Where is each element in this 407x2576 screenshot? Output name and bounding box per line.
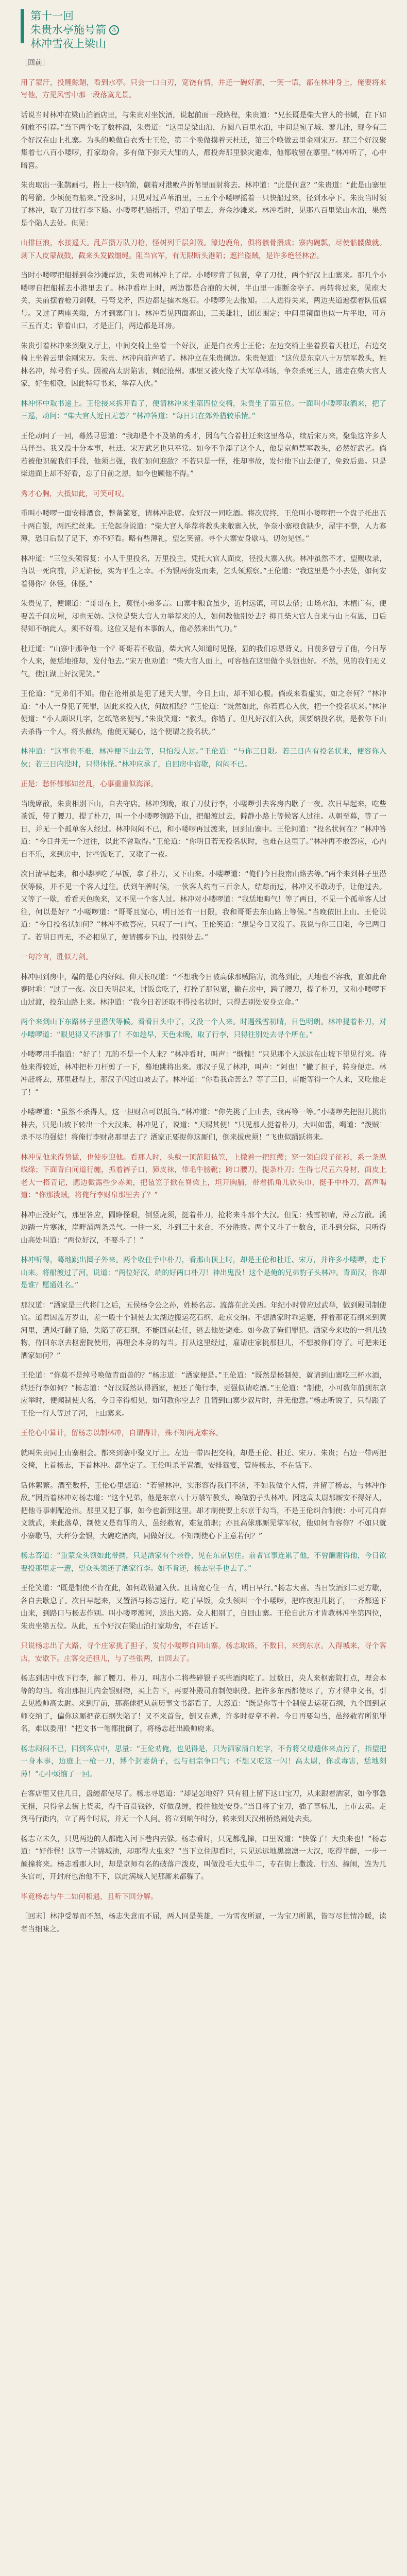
paragraph: 一句冷言，胜似刀剑。 bbox=[21, 953, 93, 961]
chapter-header bbox=[21, 9, 386, 51]
paragraph: 小喽啰用手指道：“好了！兀的不是一个人来？”林冲看时，叫声：“惭愧！”只见那个人远远在山坡下望见行来。待他来得较近，林冲把朴刀杆剪了一下，蓦地跳将出来。那汉子见了林冲，叫声：“阿也！”撇了担子，转身便走。林冲赶将去，那里赶得上，那汉子闪过山坡去了。林冲道：“你看我命苦么？等了三日，甫能等得一个人来，又吃他走了！” bbox=[21, 1050, 386, 1097]
paragraph: 次日清早起来，和小喽啰吃了早饭，拿了朴刀，又下山来。小喽啰道：“俺们今日投南山路去等。”两个来到林子里潜伏等候，并不见一个客人过往。伏到午牌时候，一伙客人约有三百余人，结踪而过，林冲又不敢动手，让他过去。又等了一歇，看看天色晚来，又不见一个客人过。林冲对小喽啰道：“我恁地晦气！等了两日，不见一个孤单客人过往，何以是好？”小喽啰道：“哥哥且宽心，明日还有一日限，我和哥哥去东山路上等候。”当晚依旧上山。王伦说道：“今日投名状如何？”林冲不敢答应，只叹了一口气。王伦笑道：“想是今日又没了。我说与你三日限，今已两日了。若明日再无，不必相见了，便请挪步下山，投别处去。” bbox=[21, 870, 386, 942]
paragraph: 当晚席散，朱贵相别下山，自去守店。林冲到晚，取了刀仗行李，小喽啰引去客房内歇了一夜。次日早起来，吃些茶饭，带了腰刀，提了朴刀，叫一个小喽啰领路下山，把船渡过去，僻静小路上等候客人过往。从朝至暮，等了一日，并无一个孤单客人经过。林冲闷闷不已，和小喽啰再过渡来，回到山寨中。王伦问道：“投名状何在？”林冲答道：“今日并无一个过往，以此不曾取得。”王伦道：“你明日若无投名状时，也难在这里了。”林冲再不敢答应，心内自不乐，来到房中，讨些饭吃了，又歇了一夜。 bbox=[21, 800, 386, 859]
paragraph: 在客店里又住几日，盘缠都使尽了。杨志寻思道：“却是怎地好？只有祖上留下这口宝刀，从来跟着洒家，如今事急无措，只得拿去街上货卖，得千百贯钱钞，好做盘缠，投往他处安身。”当日将了宝刀，插了草标儿，上市去卖。走到马行街内，立了两个时辰，并无一个人问。将立到晌午时分，转来到天汉州桥热闹处去卖。 bbox=[21, 1790, 386, 1823]
paragraph: 两个来到山下东路林子里潜伏等候。看看日头中了，又没一个人来。时遇残雪初晴，日色明朗。林冲提着朴刀，对小喽啰道：“眼见得又不济事了！不如趁早，天色未晚，取了行李，只得往别处去寻个所在。” bbox=[21, 1018, 386, 1039]
paragraph: 林冲道：“三位头领容复：小人千里投名，万里投主，凭托大官人面皮，径投大寨入伙。林冲虽然不才，望赐收录，当以一死向前，并无谄佞，实为平生之幸。不为银两赍发而来，乞头领照察。”王伦道：“我这里是个小去处，如何安着得你？休怪，休怪。” bbox=[21, 554, 386, 588]
paragraph: 小喽啰道：“虽然不杀得人，这一担财帛可以抵当。”林冲道：“你先挑了上山去，我再等一等。”小喽啰先把担儿挑出林去，只见山坡下转出一个大汉来。林冲见了，说道：“天赐其便！”只见那人挺着朴刀，大叫如雷，喝道：“泼贼！杀不尽的强徒！将俺行李财帛那里去了？洒家正要捉你这厮们，倒来拔虎须！”飞也似踊跃将来。 bbox=[21, 1108, 386, 1142]
chapter-title-text1: 朱贵水亭施号箭 bbox=[30, 24, 106, 36]
chapter-body bbox=[21, 57, 386, 1943]
paragraph: 重叫小喽啰一面安排酒食，整备筵宴，请林冲赴席。众好汉一同吃酒。将次席终，王伦叫小喽啰把一个盘子托出五十两白银，两匹纻丝来。王伦起身说道：“柴大官人举荐将教头来敝寨入伙，争奈小寨粮食缺少，屋宇不整，人力寡薄，恐日后误了足下，亦不好看。略有些薄礼，望乞笑留。寻个大寨安身歇马，切勿见怪。” bbox=[21, 510, 386, 543]
paragraph: 林冲道：“这事也不难，林冲便下山去等，只怕没人过。”王伦道：“与你三日限。若三日内有投名状来，便容你入伙；若三日内没时，只得休怪。”林冲应承了，自回房中宿歇，闷闷不已。 bbox=[21, 748, 386, 769]
paragraph: 杨志答道：“重蒙众头领如此带携，只是洒家有个亲眷，见在东京居住。前者官事连累了他，不曾酬谢得他，今日欲要投那里走一遭，望众头领还了洒家行李。如不肯还，杨志空手也去了。” bbox=[21, 1552, 386, 1573]
paragraph: ［回前］ bbox=[21, 59, 49, 67]
paragraph: 那汉道：“洒家是三代将门之后，五侯杨令公之孙，姓杨名志。流落在此关西。年纪小时曾应过武举，做到殿司制使官。道君因盖万岁山，差一般十个制使去太湖边搬运花石纲，赴京交纳。不想洒家时乖运蹇，押着那花石纲来到黄河里，遭风打翻了船，失陷了花石纲，不能回京赴任，逃去他处避难。如今赦了俺们罪犯。洒家今来收的一担儿钱物，待回东京去枢密院使用，再理会本身的勾当。打从这里经过，雇请庄家挑那担儿，不想被你们夺了。可把来还洒家如何？” bbox=[21, 1301, 386, 1360]
title-block bbox=[30, 9, 119, 51]
paragraph: 林冲回到房中，端的是心内好闷。仰天长叹道：“不想我今日被高俅那贼陷害，流落到此，天地也不容我，直如此命蹇时乖！”过了一夜。次日天明起来，讨饭食吃了，打拴了那包裹，撇在房中，跨了腰刀，提了朴刀，又和小喽啰下山过渡，投东山路上来。林冲道：“我今日若还取不得投名状时，只得去别处安身立命。” bbox=[21, 973, 386, 1007]
paragraph: ［回末］林冲受辱而不怒，杨志失意而不屈，两人同是英雄，一为雪夜所逼，一为宝刀所累，皆写尽世情冷暖，读者当细味之。 bbox=[21, 1912, 386, 1934]
paragraph: 杨志立未久，只见两边的人都跑入河下巷内去躲。杨志看时，只见都乱撺，口里说道：“快躲了！大虫来也！”杨志道：“好作怪！这等一片锦城池，却那得大虫来？”当下立住脚看时，只见远远地黑凛凛一大汉，吃得半醉，一步一颠撞将来。杨志看那人时，却是京师有名的破落户泼皮，叫做没毛大虫牛二，专在街上撒泼、行凶、撞闹，连为几头官司，开封府也治他不下，以此满城人见那厮来都躲了。 bbox=[21, 1835, 386, 1881]
paragraph: 王伦道：“兄弟们不知。他在沧州虽是犯了迷天大罪，今日上山，却不知心腹。倘或来看虚实，如之奈何？”林冲道：“小人一身犯了死罪，因此来投入伙，何故相疑？”王伦道：“既然如此，你若真心入伙，把一个投名状来。”林冲便道：“小人颇识几字，乞纸笔来便写。”朱贵笑道：“教头，你错了。但凡好汉们入伙，须要纳投名状，是教你下山去杀得一个人，将头献纳，他便无疑心，这个便谓之投名状。” bbox=[21, 690, 386, 736]
paragraph: 话说当时林冲在梁山泊酒店里，与朱贵对坐饮酒，说起前面一段路程，朱贵道：“兄长既是柴大官人的书缄，在下如何敢不引荐。”当下两个吃了数杯酒，朱贵道：“这里是梁山泊，方圆八百里水泊，中间是宛子城、蓼儿洼，现今有三个好汉在山上扎寨。为头的唤做白衣秀士王伦，第二个唤做摸着天杜迁，第三个唤做云里金刚宋万。那三个好汉聚集着七八百小喽啰，打家劫舍。多有做下弥天大罪的人，都投奔那里躲灾避难，他都收留在寨里。”林冲听了，心中暗喜。 bbox=[21, 111, 386, 170]
anchor-icon[interactable]: ⚓ bbox=[109, 25, 119, 35]
paragraph: 话休絮繁。酒至数杯，王伦心里想道：“若留林冲，实形容得我们不济，不如我做个人情，并留了杨志，与林冲作敌。”因指着林冲对杨志道：“这个兄弟，他是东京八十万禁军教头，唤做豹子头林冲。因这高太尉那厮安不得好人，把他寻事刺配沧州。那里又犯了事，如今也新到这里。却才制使要上东京干勾当，不是王伦纠合制使：小可兀自弃文就武，来此落草，制使又是有罪的人，虽经赦宥，难复前职；亦且高俅那厮见掌军权，他如何肯容你？不如只就小寨歇马，大秤分金银，大碗吃酒肉，同做好汉。不知制使心下主意若何？” bbox=[21, 1481, 386, 1540]
paragraph: 当时小喽啰把船摇到金沙滩岸边，朱贵同林冲上了岸。小喽啰背了包裹，拿了刀仗，两个好汉上山寨来。那几个小喽啰自把船摇去小港里去了。林冲看岸上时，两边都是合抱的大树，半山里一座断金亭子。再转将过来，见座大关，关前摆着枪刀剑戟，弓弩戈矛，四边都是擂木炮石。小喽啰先去报知。二人进得关来，两边夹道遍摆着队伍旗号。又过了两座关隘，方才到寨门口。林冲看见四面高山，三关雄壮，团团围定；中间里镜面也似一片平地，可方三五百丈；靠着山口，才是正门，两边都是耳房。 bbox=[21, 272, 386, 330]
paragraph: 王伦动问了一回，蓦然寻思道：“我却是个不及第的秀才，因鸟气合着杜迁来这里落草，续后宋万来，聚集这许多人马伴当。我又没十分本事，杜迁、宋万武艺也只平常。如今不争添了这个人，他是京师禁军教头，必然好武艺。倘若被他识破我们手段，他须占强，我们如何迎敌？不若只是一怪，推却事故，发付他下山去便了，免致后患。只是柴进面上却不好看，忘了日前之恩，如今也顾他不得。” bbox=[21, 432, 386, 478]
chapter-title-line1 bbox=[30, 23, 119, 37]
paragraph: 杨志闷闷不已，回到客店中，思量：“王伦劝俺，也见得是，只为洒家清白姓字，不肯将父母遗体来点污了，指望把一身本事，边庭上一枪一刀，博个封妻荫子，也与祖宗争口气；不想又吃这一闪！高太尉，你忒毒害，恁地刻薄！”心中烦恼了一回。 bbox=[21, 1744, 386, 1778]
paragraph: 朱贵见了，便谏道：“哥哥在上，莫怪小弟多言。山寨中粮食虽少，近村远镇，可以去借；山场水泊，木植广有，便要盖千间房屋，却也无妨。这位是柴大官人力举荐来的人，如何教他别处去？抑且柴大官人自来与山上有恩，日后得知不纳此人，须不好看。这位又是有本事的人，他必然来出气力。” bbox=[21, 600, 386, 633]
paragraph: 毕竟杨志与牛二如何相遇，且听下回分解。 bbox=[21, 1892, 158, 1901]
chapter-title-line2: 林冲雪夜上梁山 bbox=[30, 38, 106, 50]
paragraph: 王伦心中算计，留杨志以制林冲，自谓得计，殊不知两虎难容。 bbox=[21, 1429, 223, 1437]
paragraph: 用了蒙汗，投鲤鲸鲳，看到水亭。只会一口白刃，宽饶有情，并还一碗好酒，一笑一语，都在林冲身上，俺要将来写他，方见风雪中那一段落寞光景。 bbox=[21, 78, 386, 99]
paragraph: 杨志到店中放下行李，解了腰刀、朴刀，叫店小二将些碎银子买些酒肉吃了。过数日，央人来枢密院打点，理会本等的勾当。将出那担儿内金银财物，买上告下，再要补殿司府制使职役。把许多东西都使尽了，方才得申文书，引去见殿帅高太尉。来到厅前，那高俅把从前历事文书都看了，大怒道：“既是你等十个制使去运花石纲，九个回到京师交纳了，偏你这厮把花石纲失陷了！又不来首告，倒又在逃，许多时捉拿不着。今日再要勾当，虽经赦宥所犯罪名，难以委用！”把文书一笔都批倒了，将杨志赶出殿帅府来。 bbox=[21, 1674, 386, 1733]
paragraph: 王伦道：“你莫不是绰号唤做青面兽的？”杨志道：“洒家便是。”王伦道：“既然是杨制使，就请到山寨吃三杯水酒，纳还行李如何？”杨志道：“好汉既然认得洒家，便还了俺行李，更强似请吃酒。”王伦道：“制使，小可数年前到东京应举时，便闻制使大名，今日幸得相见，如何教你空去？且请到山寨少叙片时，并无他意。”杨志听说了，只得跟了王伦一行人等过了河，上山寨来。 bbox=[21, 1371, 386, 1418]
paragraph: 朱贵引着林冲来到聚义厅上，中间交椅上坐着一个好汉，正是白衣秀士王伦；左边交椅上坐着摸着天杜迁，右边交椅上坐着云里金刚宋万。朱贵、林冲向前声喏了。林冲立在朱贵侧边。朱贵便道：“这位是东京八十万禁军教头，姓林名冲，绰号豹子头。因被高太尉陷害，刺配沧州。那里又被火烧了大军草料场，争奈杀死三人，逃走在柴大官人家，好生相敬，因此特写书来，举荐入伙。” bbox=[21, 342, 386, 388]
paragraph: 林冲听得，蓦地跳出圈子外来。两个收住手中朴刀，看那山顶上时，却是王伦和杜迁、宋万，并许多小喽啰，走下山来。将船渡过了河，说道：“两位好汉，端的好两口朴刀！神出鬼没！这个是俺的兄弟豹子头林冲。青面汉，你却是谁？愿通姓名。” bbox=[21, 1256, 386, 1290]
paragraph: 正是：愁怀郁郁如丝乱，心事重重似海深。 bbox=[21, 780, 158, 788]
paragraph: 朱贵取出一张鹊画弓，搭上一枝响箭，觑着对港败芦折苇里面射将去。林冲道：“此是何意？”朱贵道：“此是山寨里的号箭。少顷便有船来。”没多时，只见对过芦苇泊里，三五个小喽啰摇着一只快船过来，径到水亭下。朱贵当时领了林冲，取了刀仗行李下船。小喽啰把船摇开，望泊子里去，奔金沙滩来。林冲看时，见那八百里梁山水泊，果然是个陷人去处。但见： bbox=[21, 181, 386, 228]
paragraph: 就叫朱贵同上山寨相会。都来到寨中聚义厅上。左边一带四把交椅，却是王伦、杜迁、宋万、朱贵；右边一带两把交椅，上首杨志，下首林冲。都坐定了。王伦叫杀羊置酒，安排筵宴，管待杨志，不在话下。 bbox=[21, 1449, 386, 1470]
paragraph: 秀才心胸，大抵如此，可笑可叹。 bbox=[21, 489, 129, 498]
paragraph: 山排巨浪，水接遥天。乱芦攒万队刀枪，怪树列千层剑戟。濠边鹿角，俱将骸骨攒成；寨内碗瓢，尽使骷髅做就。剥下人皮蒙战鼓，截来头发做缰绳。阻当官军，有无限断头港陌；遮拦盗贼，是许多绝径林峦。 bbox=[21, 239, 386, 260]
paragraph: 杜迁道：“山寨中那争他一个？哥哥若不收留，柴大官人知道时见怪，显的我们忘恩背义。日前多曾亏了他，今日荐个人来，便恁地推却，发付他去。”宋万也劝道：“柴大官人面上，可容他在这里做个头领也好。不然，见的我们无义气，使江湖上好汉见笑。” bbox=[21, 645, 386, 679]
paragraph: 林冲怀中取书递上。王伦接来拆开看了，便请林冲来坐第四位交椅，朱贵坐了第五位。一面叫小喽啰取酒来，把了三巡，动问：“柴大官人近日无恙？”林冲答道：“每日只在郊外猎较乐情。” bbox=[21, 399, 386, 420]
paragraph: 王伦笑道：“既是制使不肯在此，如何敢勒逼入伙。且请宽心住一宵，明日早行。”杨志大喜。当日饮酒到二更方歇，各自去歇息了。次日早起来，又置酒与杨志送行。吃了早饭，众头领叫一个小喽啰，把昨夜担儿挑了，一齐都送下山来，到路口与杨志作别。叫小喽啰渡河，送出大路。众人相别了，自回山寨。王伦自此方才肯教林冲坐第四位，朱贵坐第五位。从此，五个好汉在梁山泊打家劫舍，不在话下。 bbox=[21, 1584, 386, 1631]
paragraph: 林冲正没好气，那里答应，圆睁怪眼，倒竖虎须，挺着朴刀，抢将来斗那个大汉。但见：残雪初晴，薄云方散。溪边踏一片寒冰，岸畔涌两条杀气。一往一来，斗到三十来合，不分胜败。两个又斗了十数合，正斗到分际，只听得山高处叫道：“两位好汉，不要斗了！” bbox=[21, 1211, 386, 1245]
title-accent-bar bbox=[21, 9, 24, 43]
chapter-number: 第十一回 bbox=[30, 10, 74, 22]
paragraph: 只说杨志出了大路，寻个庄家挑了担子，发付小喽啰自回山寨。杨志取路，不数日，来到东京。入得城来，寻个客店，安歇下。庄客交还担儿，与了些银两，自回去了。 bbox=[21, 1642, 386, 1663]
paragraph: 林冲见他来得势猛，也使步迎他。看那人时，头戴一顶范阳毡笠，上撒着一把红缨；穿一领白段子征衫，系一条纵线绦；下面青白间道行缠，抓着裤子口，獐皮袜，带毛牛膀靴；跨口腰刀，提条朴刀；生得七尺五六身材，面皮上老大一搭青记，腮边微露些少赤须，把毡笠子掀在脊梁上，坦开胸脯，带着抓角儿软头巾，挺手中朴刀，高声喝道：“你那泼贼，将俺行李财帛那里去了？” bbox=[21, 1153, 386, 1199]
